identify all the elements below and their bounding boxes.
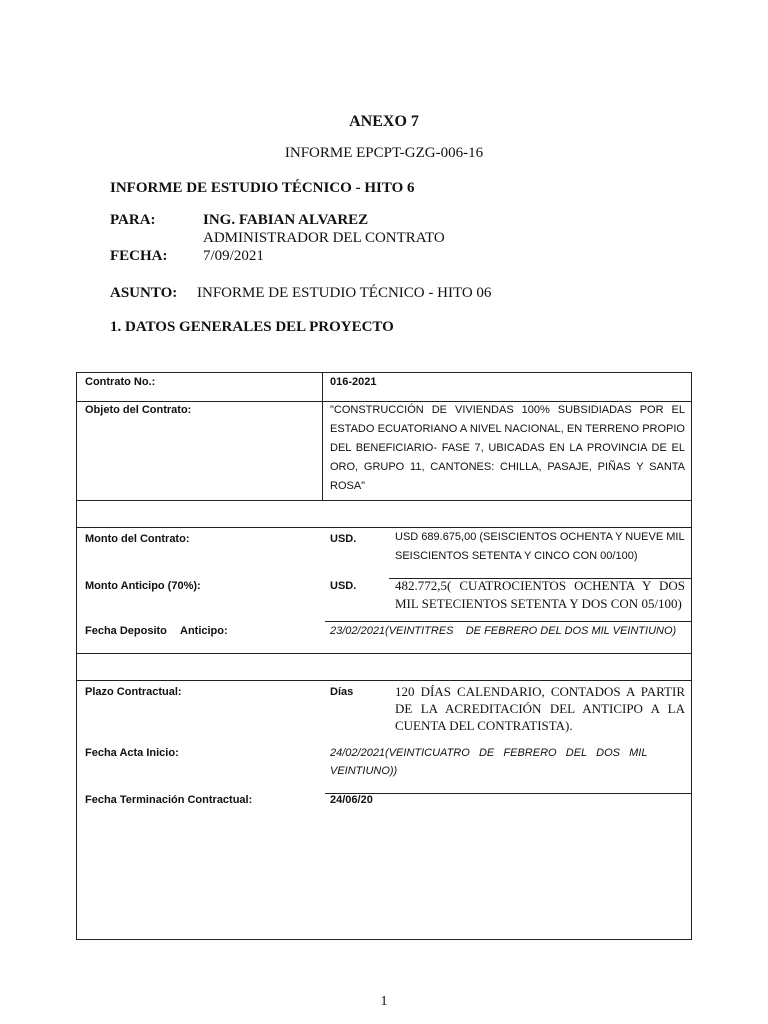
monto-label: Monto del Contrato: [85, 533, 190, 545]
anticipo-currency: USD. [330, 580, 357, 592]
annex-title: ANEXO 7 [349, 113, 419, 130]
page-number: 1 [380, 994, 388, 1009]
objeto-line: "CONSTRUCCIÓN DE VIVIENDAS 100% SUBSIDIADAS POR EL [330, 404, 685, 416]
plazo-line: DE LA ACREDITACIÓN DEL ANTICIPO A LA [395, 701, 685, 716]
para-role: ADMINISTRADOR DEL CONTRATO [203, 230, 445, 246]
objeto-label: Objeto del Contrato: [85, 404, 192, 416]
para-name: ING. FABIAN ALVAREZ [203, 212, 369, 228]
acta-label: Fecha Acta Inicio: [85, 747, 179, 759]
objeto-line: ESTADO ECUATORIANO A NIVEL NACIONAL, EN TERRENO PROPIO [330, 423, 685, 435]
anticipo-line: MIL SETECIENTOS SETENTA Y DOS CON 05/100) [395, 596, 682, 611]
study-title: INFORME DE ESTUDIO TÉCNICO - HITO 6 [110, 180, 415, 196]
value-underline [325, 793, 691, 794]
row-divider [77, 653, 691, 654]
fecha-value: 7/09/2021 [203, 248, 264, 264]
objeto-line: DEL BENEFICIARIO- FASE 7, UBICADAS EN LA PROVINCIA DE EL [330, 442, 685, 454]
deposito-value: 23/02/2021(VEINTITRES DE FEBRERO DEL DOS MIL VEINTIUNO) [330, 625, 677, 637]
row-divider [77, 680, 691, 681]
column-divider [322, 373, 323, 500]
terminacion-label: Fecha Terminación Contractual: [85, 794, 253, 806]
plazo-unit: Días [330, 686, 354, 698]
section-heading: 1. DATOS GENERALES DEL PROYECTO [110, 319, 394, 335]
objeto-line: ORO, GRUPO 11, CANTONES: CHILLA, PASAJE, PIÑAS Y SANTA [330, 461, 685, 473]
acta-line: 24/02/2021(VEINTICUATRO DE FEBRERO DEL DOS MIL [330, 747, 648, 759]
contrato-label: Contrato No.: [85, 376, 156, 388]
monto-line: USD 689.675,00 (SEISCIENTOS OCHENTA Y NUEVE MIL [395, 531, 685, 543]
report-code: INFORME EPCPT-GZG-006-16 [284, 145, 484, 161]
plazo-line: 120 DÍAS CALENDARIO, CONTADOS A PARTIR [395, 684, 685, 699]
plazo-line: CUENTA DEL CONTRATISTA). [395, 718, 573, 733]
objeto-line: ROSA" [330, 480, 366, 492]
fecha-label: FECHA: [110, 248, 168, 264]
contrato-value: 016-2021 [330, 376, 377, 388]
para-label: PARA: [110, 212, 156, 228]
anticipo-line: 482.772,5( CUATROCIENTOS OCHENTA Y DOS [395, 578, 685, 593]
anticipo-label: Monto Anticipo (70%): [85, 580, 201, 592]
deposito-label: Fecha Deposito [85, 625, 167, 637]
asunto-label: ASUNTO: [110, 285, 178, 301]
deposito-label-suffix: Anticipo: [180, 625, 228, 637]
acta-line: VEINTIUNO)) [330, 765, 398, 777]
project-data-table [76, 372, 692, 940]
terminacion-value: 24/06/20 [330, 794, 373, 806]
asunto-value: INFORME DE ESTUDIO TÉCNICO - HITO 06 [197, 285, 492, 301]
monto-currency: USD. [330, 533, 357, 545]
row-divider [77, 500, 691, 501]
plazo-label: Plazo Contractual: [85, 686, 182, 698]
monto-line: SEISCIENTOS SETENTA Y CINCO CON 00/100) [395, 550, 638, 562]
